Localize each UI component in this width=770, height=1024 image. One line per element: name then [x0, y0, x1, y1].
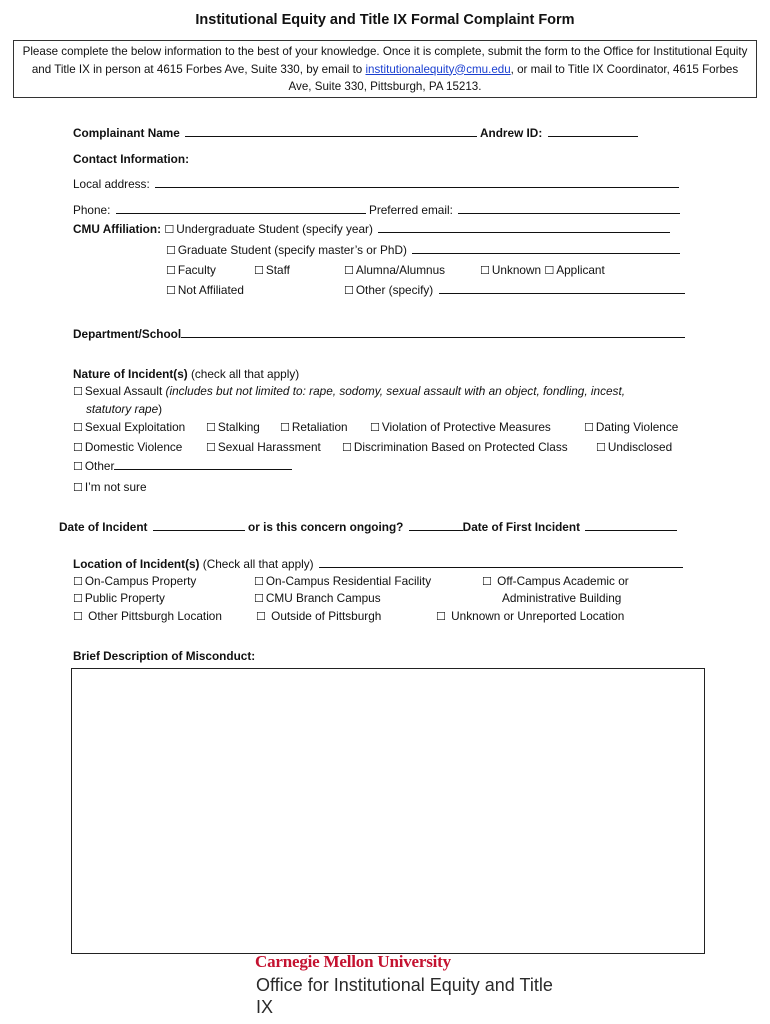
date-of-incident-label: Date of Incident: [59, 520, 148, 534]
complainant-name-field[interactable]: [185, 125, 477, 137]
sexual-assault-checkbox[interactable]: ☐: [73, 385, 83, 398]
violation-option[interactable]: [370, 419, 551, 436]
sexual-harassment-option[interactable]: [206, 439, 321, 456]
location-hint: (Check all that apply): [202, 557, 314, 571]
preferred-email-field[interactable]: [458, 202, 680, 214]
retaliation-label: Retaliation: [291, 420, 348, 434]
location-heading: Location of Incident(s): [73, 557, 200, 571]
undergrad-label: Undergraduate Student (specify year): [176, 222, 373, 236]
on-campus-res-label: On-Campus Residential Facility: [265, 574, 432, 588]
domestic-violence-checkbox[interactable]: ☐: [73, 441, 83, 454]
discrimination-checkbox[interactable]: ☐: [342, 441, 352, 454]
other-affiliation-checkbox[interactable]: ☐: [344, 284, 354, 297]
outside-label: Outside of Pittsburgh: [271, 609, 382, 623]
grad-checkbox[interactable]: ☐: [166, 244, 176, 257]
nature-hint: (check all that apply): [190, 367, 300, 381]
on-campus-res-checkbox[interactable]: ☐: [254, 575, 264, 588]
sexual-assault-label: Sexual Assault: [84, 384, 163, 398]
undisclosed-checkbox[interactable]: ☐: [596, 441, 606, 454]
undisclosed-option[interactable]: [596, 439, 672, 456]
description-textarea[interactable]: [71, 668, 705, 954]
department-row: [73, 326, 685, 342]
not-sure-label: I’m not sure: [84, 480, 147, 494]
dating-violence-checkbox[interactable]: ☐: [584, 421, 594, 434]
undisclosed-label: Undisclosed: [607, 440, 673, 454]
on-campus-res-option[interactable]: [254, 573, 431, 590]
applicant-label: Applicant: [556, 263, 605, 277]
staff-label: Staff: [265, 263, 290, 277]
public-option[interactable]: [73, 590, 165, 607]
sexual-harassment-checkbox[interactable]: ☐: [206, 441, 216, 454]
date-of-incident-field[interactable]: [153, 519, 245, 531]
grad-degree-field[interactable]: [412, 242, 680, 254]
not-affiliated-checkbox[interactable]: ☐: [166, 284, 176, 297]
ongoing-label: or is this concern ongoing?: [248, 520, 404, 534]
off-campus-option[interactable]: [482, 573, 629, 590]
nature-row-3: [73, 419, 185, 436]
contact-info-heading: Contact Information:: [73, 152, 189, 166]
location-field[interactable]: [319, 556, 683, 568]
alumna-label: Alumna/Alumnus: [355, 263, 446, 277]
sexual-exploitation-label: Sexual Exploitation: [84, 420, 186, 434]
sexual-assault-note-2: statutory rape: [86, 402, 159, 416]
office-name: Office for Institutional Equity and Title IX: [256, 975, 553, 1017]
department-label: Department/School: [73, 327, 182, 341]
not-sure-option[interactable]: [73, 479, 147, 496]
unknown-affiliation-label: Unknown: [491, 263, 542, 277]
faculty-option[interactable]: [166, 262, 216, 279]
staff-option[interactable]: [254, 262, 290, 279]
stalking-option[interactable]: [206, 419, 260, 436]
domestic-violence-label: Domestic Violence: [84, 440, 183, 454]
unknown-location-checkbox[interactable]: ☐: [436, 610, 446, 623]
dating-violence-option[interactable]: [584, 419, 678, 436]
ongoing-field[interactable]: [409, 519, 463, 531]
description-label: Brief Description of Misconduct:: [73, 649, 256, 663]
not-sure-checkbox[interactable]: ☐: [73, 481, 83, 494]
cmu-affiliation-label: CMU Affiliation:: [73, 222, 162, 236]
not-affiliated-label: Not Affiliated: [177, 283, 244, 297]
unknown-location-option[interactable]: [436, 608, 624, 625]
complainant-name-label: Complainant Name: [73, 126, 180, 140]
faculty-checkbox[interactable]: ☐: [166, 264, 176, 277]
sexual-assault-option: [73, 383, 625, 400]
stalking-checkbox[interactable]: ☐: [206, 421, 216, 434]
branch-label: CMU Branch Campus: [265, 591, 381, 605]
location-heading-row: [73, 556, 683, 572]
other-pgh-label: Other Pittsburgh Location: [88, 609, 222, 623]
domestic-violence-option[interactable]: [73, 439, 182, 456]
dates-row: [59, 519, 677, 535]
violation-label: Violation of Protective Measures: [381, 420, 551, 434]
sexual-assault-note: (includes but not limited to: rape, sodomy, sexual assault with an object, fondling, incest,: [165, 384, 625, 398]
sexual-harassment-label: Sexual Harassment: [217, 440, 321, 454]
other-nature-option: [73, 458, 292, 475]
outside-checkbox[interactable]: ☐: [256, 610, 266, 623]
nature-heading-row: [73, 366, 299, 382]
on-campus-label: On-Campus Property: [84, 574, 197, 588]
undergrad-checkbox[interactable]: ☐: [164, 223, 175, 236]
faculty-label: Faculty: [177, 263, 216, 277]
affiliation-row-2: [166, 242, 680, 259]
first-incident-field[interactable]: [585, 519, 677, 531]
first-incident-label: Date of First Incident: [462, 520, 580, 534]
local-address-field[interactable]: [155, 176, 679, 188]
violation-checkbox[interactable]: ☐: [370, 421, 380, 434]
instructions-text: Please complete the below information to the best of your knowledge. Once it is complete, submit the form to the Office for Institutional Equity and Title IX in person at 4615 Forbes Ave, Suite 330, by email to: [22, 45, 748, 76]
discrimination-label: Discrimination Based on Protected Class: [353, 440, 568, 454]
phone-label: Phone:: [73, 203, 111, 217]
other-affiliation-field[interactable]: [439, 282, 685, 294]
other-pgh-checkbox[interactable]: ☐: [73, 610, 83, 623]
sexual-assault-note-cont: statutory rape): [86, 402, 163, 416]
unknown-location-label: Unknown or Unreported Location: [451, 609, 625, 623]
complainant-name-row: [73, 125, 638, 141]
cmu-wordmark: Carnegie Mellon University: [255, 952, 451, 971]
unknown-affiliation-checkbox[interactable]: ☐: [480, 264, 490, 277]
local-address-row: [73, 176, 679, 192]
other-nature-label: Other: [84, 459, 115, 473]
branch-checkbox[interactable]: ☐: [254, 592, 264, 605]
not-affiliated-option[interactable]: [166, 282, 244, 299]
on-campus-option[interactable]: [73, 573, 196, 590]
form-title: Institutional Equity and Title IX Formal Complaint Form: [195, 12, 575, 28]
preferred-email-label: Preferred email:: [368, 203, 453, 217]
dating-violence-label: Dating Violence: [595, 420, 679, 434]
public-label: Public Property: [84, 591, 165, 605]
stalking-label: Stalking: [217, 420, 260, 434]
unknown-affiliation-option[interactable]: [480, 262, 605, 279]
phone-row: [73, 202, 680, 218]
alumna-checkbox[interactable]: ☐: [344, 264, 354, 277]
outside-option[interactable]: [256, 608, 381, 625]
off-campus-label: Off-Campus Academic or: [497, 574, 629, 588]
undergrad-year-field[interactable]: [378, 221, 670, 233]
nature-heading: Nature of Incident(s): [73, 367, 188, 381]
other-nature-checkbox[interactable]: ☐: [73, 460, 83, 473]
retaliation-option[interactable]: [280, 419, 348, 436]
branch-option[interactable]: [254, 590, 381, 607]
off-campus-label-cont: Administrative Building: [502, 591, 622, 605]
instructions-text-end: , or mail to Title IX Coordinator, 4615 Forbes Ave, Suite 330, Pittsburgh, PA 15213.: [288, 62, 739, 93]
staff-checkbox[interactable]: ☐: [254, 264, 264, 277]
sexual-exploitation-checkbox[interactable]: ☐: [73, 421, 83, 434]
grad-label: Graduate Student (specify master’s or PhD): [177, 243, 407, 257]
other-affiliation-option: [344, 282, 685, 299]
other-nature-field[interactable]: [114, 458, 292, 470]
local-address-label: Local address:: [73, 177, 150, 191]
alumna-option[interactable]: [344, 262, 445, 279]
instructions-box: [13, 40, 757, 98]
retaliation-checkbox[interactable]: ☐: [280, 421, 290, 434]
andrew-id-field[interactable]: [548, 125, 638, 137]
applicant-checkbox[interactable]: ☐: [544, 264, 555, 277]
off-campus-checkbox[interactable]: ☐: [482, 575, 492, 588]
discrimination-option[interactable]: [342, 439, 568, 456]
email-link[interactable]: institutionalequity@cmu.edu: [365, 62, 511, 76]
department-field[interactable]: [181, 326, 685, 338]
phone-field[interactable]: [116, 202, 366, 214]
on-campus-checkbox[interactable]: ☐: [73, 575, 83, 588]
affiliation-row-1: [73, 221, 670, 238]
andrew-id-label: Andrew ID:: [479, 126, 543, 140]
other-affiliation-label: Other (specify): [355, 283, 434, 297]
public-checkbox[interactable]: ☐: [73, 592, 83, 605]
other-pgh-option[interactable]: [73, 608, 222, 625]
